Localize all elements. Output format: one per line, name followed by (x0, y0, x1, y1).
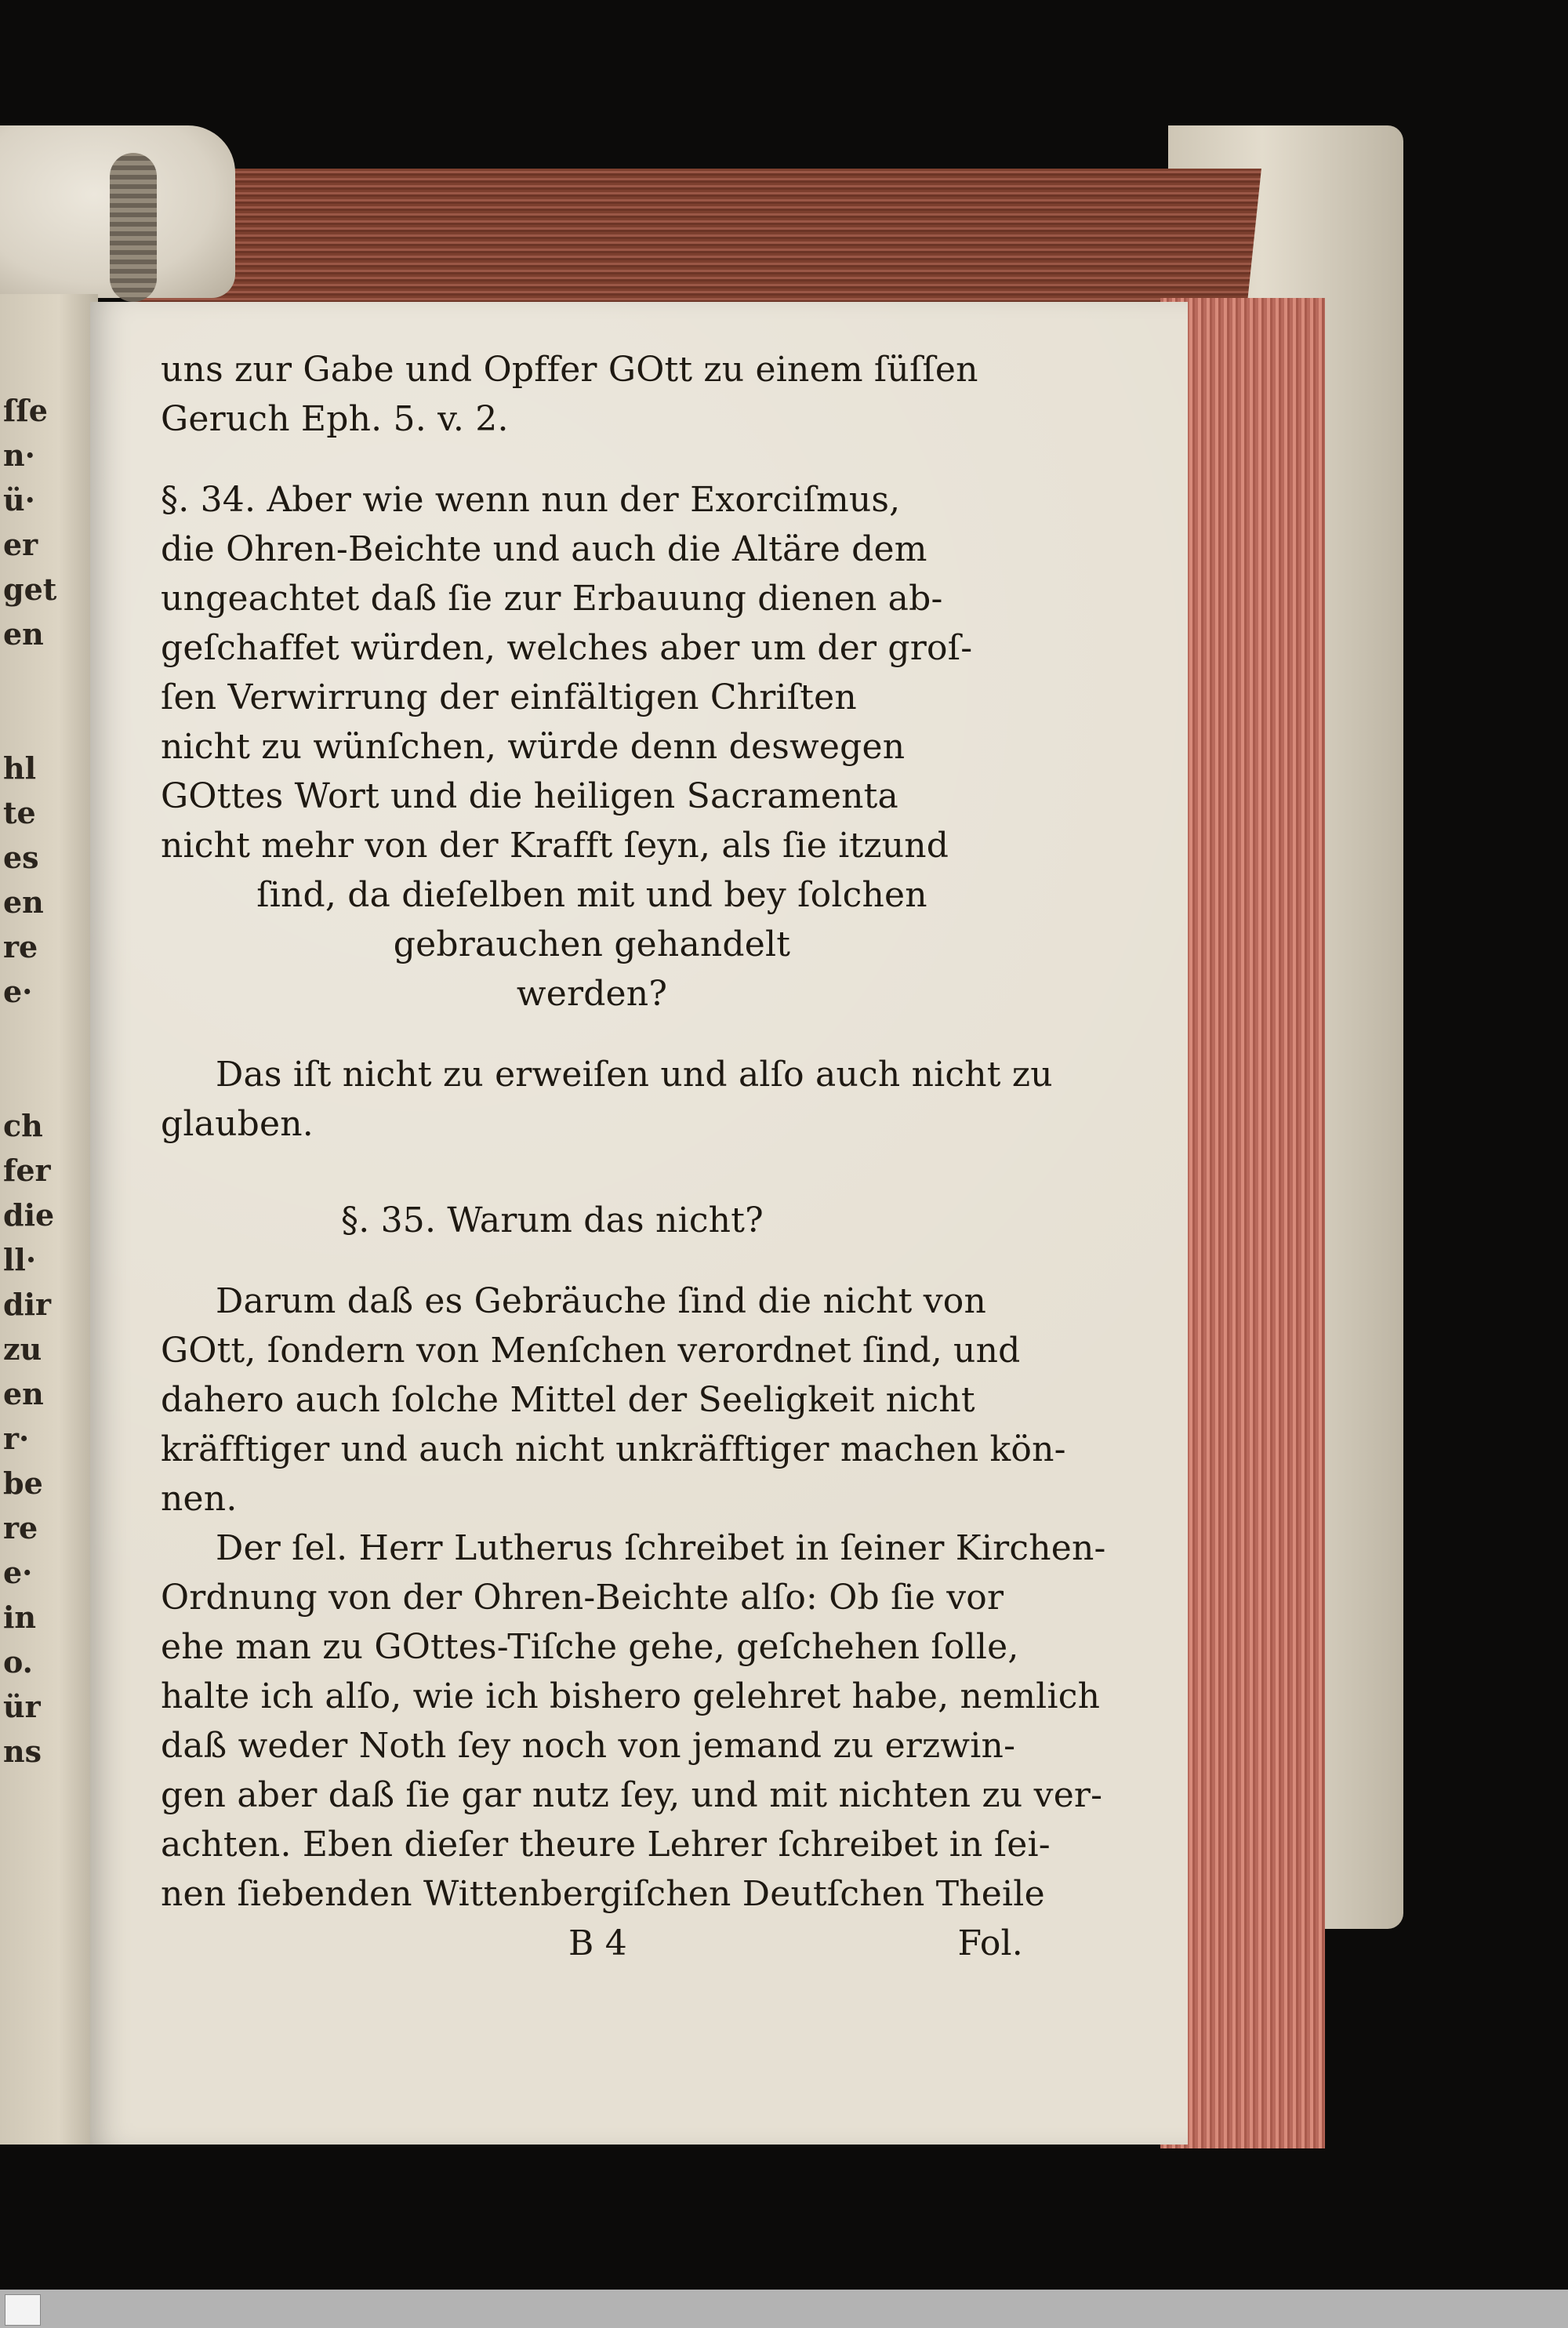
text-line: Ordnung von der Ohren-Beichte alſo: Ob ſie vor (161, 1578, 1004, 1618)
text-line: nen ſiebenden Wittenbergiſchen Deutſchen Theile (161, 1874, 1045, 1914)
margin-fragment: n· (3, 438, 35, 473)
margin-fragment: en (3, 1376, 44, 1411)
text-line: achten. Eben dieſer theure Lehrer ſchreibet in ſei- (161, 1825, 1051, 1865)
margin-fragment (3, 701, 89, 746)
margin-fragment: ür (3, 1689, 41, 1724)
text-line: halte ich alſo, wie ich bishero gelehret habe, nemlich (161, 1676, 1101, 1716)
section-34-answer (161, 1050, 1053, 1149)
text-line: GOtt, ſondern von Menſchen verordnet ſind, und (161, 1331, 1021, 1371)
text-line: ungeachtet daß ſie zur Erbauung dienen ab- (161, 579, 943, 619)
section-34-question (161, 475, 1023, 870)
text-line: Darum daß es Gebräuche ſind die nicht von (216, 1281, 986, 1321)
text-line: ehe man zu GOttes-Tiſche gehe, geſchehen ſolle, (161, 1627, 1019, 1667)
text-line: nicht mehr von der Krafft ſeyn, als ſie itzund (161, 826, 949, 866)
margin-fragment: re (3, 1510, 38, 1545)
intro-paragraph (161, 345, 1023, 444)
text-line: Geruch Eph. 5. v. 2. (161, 399, 509, 439)
text-line: §. 34. Aber wie wenn nun der Exorciſmus, (161, 480, 901, 520)
top-page-edges (134, 169, 1261, 302)
catchword: Fol. (957, 1923, 1023, 1963)
text-line: ſind, da dieſelben mit und bey ſolchen (256, 875, 927, 915)
margin-fragment: er (3, 527, 38, 562)
text-line: geſchaffet würden, welches aber um der groſ- (161, 628, 973, 668)
signature-mark: B 4 (568, 1923, 627, 1963)
margin-fragment: in (3, 1600, 37, 1635)
margin-fragment: get (3, 572, 57, 607)
text-line: die Ohren-Beichte und auch die Altäre dem (161, 529, 927, 569)
margin-fragment: e· (3, 974, 33, 1009)
margin-fragment: fer (3, 1153, 51, 1188)
margin-fragment: ſſe (3, 393, 48, 428)
text-line: kräfftiger und auch nicht unkräfftiger machen kön- (161, 1429, 1066, 1469)
text-line: glauben. (161, 1104, 314, 1144)
viewer-bottom-bar (0, 2290, 1568, 2328)
text-line: uns zur Gabe und Opffer GOtt zu einem ſüſſen (161, 350, 978, 390)
text-line: dahero auch ſolche Mittel der Seeligkeit nicht (161, 1380, 975, 1420)
text-line: werden? (516, 974, 668, 1014)
margin-fragment: zu (3, 1331, 42, 1367)
margin-fragment: die (3, 1197, 55, 1233)
page-text (161, 345, 1106, 1968)
margin-fragment: en (3, 884, 44, 920)
margin-fragment (3, 1014, 89, 1059)
text-line: daß weder Noth ſey noch von jemand zu erzwin- (161, 1726, 1016, 1766)
margin-fragment (3, 1059, 89, 1103)
text-line: nicht zu wünſchen, würde denn deswegen (161, 727, 906, 767)
margin-fragment: en (3, 616, 44, 652)
luther-quote-paragraph (161, 1524, 1106, 1919)
text-line: nen. (161, 1479, 238, 1519)
text-line: GOttes Wort und die heiligen Sacramenta (161, 776, 898, 816)
margin-fragment: hl (3, 750, 37, 786)
left-page (0, 294, 98, 2145)
text-line: Der ſel. Herr Lutherus ſchreibet in ſeiner Kirchen- (216, 1528, 1106, 1568)
margin-fragment: re (3, 929, 38, 964)
margin-fragment: ns (3, 1734, 42, 1769)
library-logo-icon (5, 2294, 41, 2326)
text-line: ſen Verwirrung der einfältigen Chriſten (161, 677, 857, 717)
margin-fragment: o. (3, 1644, 33, 1680)
page-footer (161, 1919, 1023, 1968)
margin-fragment: dir (3, 1287, 52, 1322)
margin-fragment: ll· (3, 1242, 37, 1277)
margin-fragment (3, 656, 89, 701)
headband (110, 153, 157, 302)
margin-fragment: ü· (3, 482, 35, 518)
margin-fragment: e· (3, 1555, 33, 1590)
margin-fragment: r· (3, 1421, 30, 1456)
section-35-heading: §. 35. Warum das nicht? (341, 1200, 764, 1240)
margin-fragment: es (3, 840, 39, 875)
section-35-answer (161, 1277, 1066, 1524)
text-line: Das iſt nicht zu erweiſen und alſo auch nicht zu (216, 1055, 1053, 1095)
section-34-question-end (161, 870, 1023, 1019)
margin-fragment: te (3, 795, 36, 830)
margin-fragment: ch (3, 1108, 43, 1143)
left-page-margin-text (3, 388, 89, 1774)
text-line: gen aber daß ſie gar nutz ſey, und mit nichten zu ver- (161, 1775, 1103, 1815)
margin-fragment: be (3, 1465, 43, 1501)
text-line: gebrauchen gehandelt (393, 924, 791, 964)
